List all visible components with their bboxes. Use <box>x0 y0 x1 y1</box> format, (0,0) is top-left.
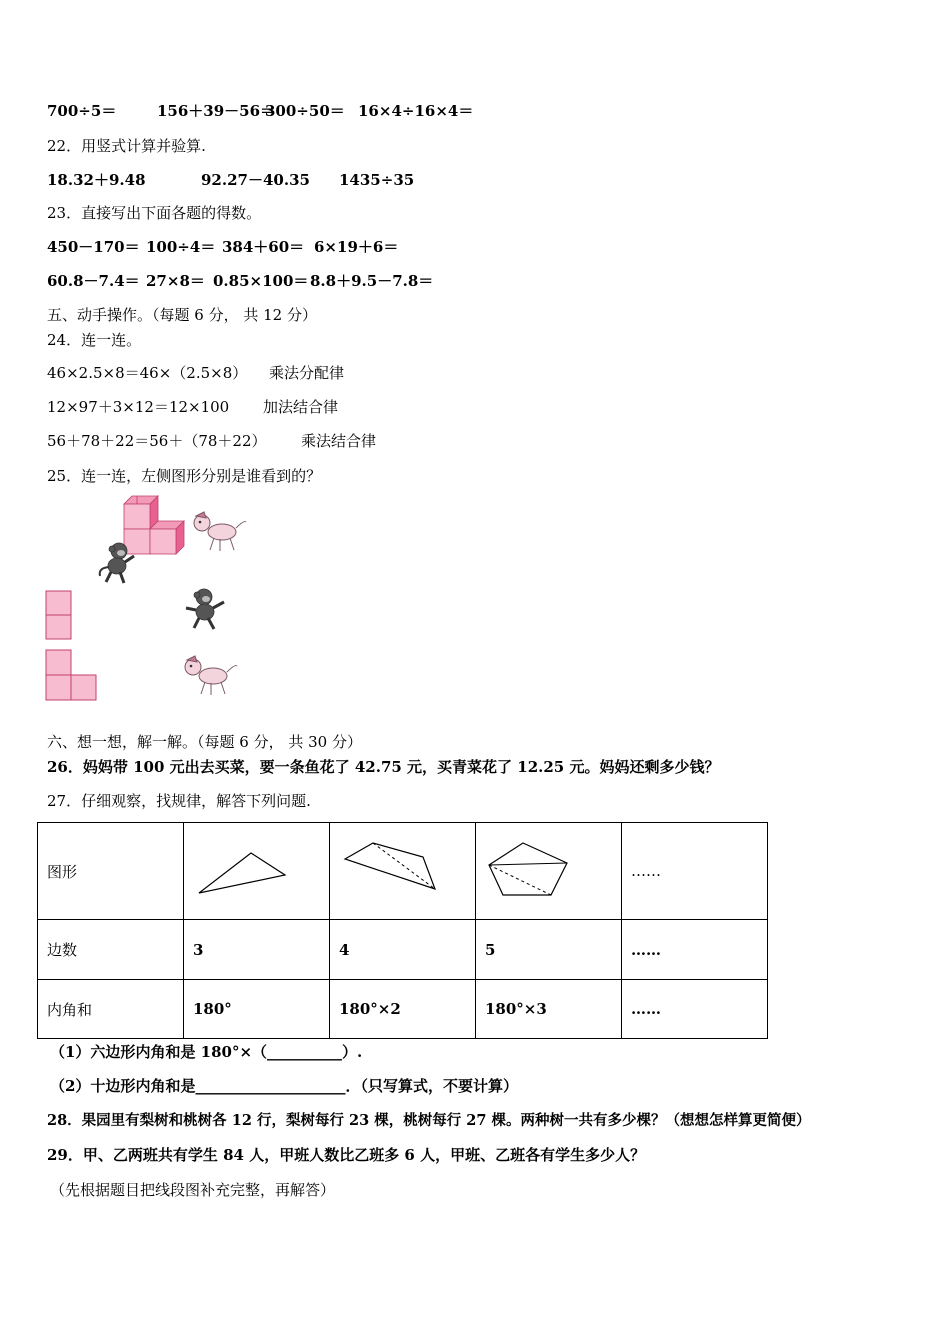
q23-item: 100÷4＝ <box>146 238 216 256</box>
q22-items <box>47 170 414 190</box>
polygon-pattern-table <box>37 822 768 1039</box>
q24-title: 24．连一连。 <box>47 331 142 349</box>
angle-sum-value: 180°×3 <box>476 980 622 1039</box>
q23-item: 450－170＝ <box>47 238 140 256</box>
q21-row <box>47 101 473 121</box>
q24-right-3: 乘法结合律 <box>301 432 377 450</box>
angle-sum-value: …… <box>622 980 768 1039</box>
dog-icon <box>181 654 239 698</box>
section-6-heading: 六、想一想，解一解。（每题 6 分， 共 30 分） <box>47 733 362 751</box>
q27-title: 27．仔细观察，找规律，解答下列问题. <box>47 792 311 810</box>
q29-note: （先根据题目把线段图补充完整，再解答） <box>50 1181 336 1199</box>
shape-quadrilateral-cell <box>330 823 476 920</box>
q27-sub1: （1）六边形内角和是 180°×（__________）. <box>50 1043 363 1061</box>
q29-text: 29．甲、乙两班共有学生 84 人，甲班人数比乙班多 6 人，甲班、乙班各有学生多少人？ <box>47 1146 646 1164</box>
q24-left-1: 46×2.5×8＝46×（2.5×8） <box>47 364 248 382</box>
q22-title: 22．用竖式计算并验算. <box>47 137 206 155</box>
q25-title: 25．连一连，左侧图形分别是谁看到的？ <box>47 467 322 485</box>
q24-left-3: 56＋78＋22＝56＋（78＋22） <box>47 432 267 450</box>
q23-item: 0.85×100＝ <box>213 272 309 290</box>
q23-row2 <box>47 271 433 291</box>
angle-sum-value: 180° <box>184 980 330 1039</box>
view-shape-l <box>45 649 99 702</box>
q23-item: 6×19＋6＝ <box>314 238 399 256</box>
row-label-angle-sum: 内角和 <box>38 980 184 1039</box>
angle-sum-value: 180°×2 <box>330 980 476 1039</box>
view-shape-vertical <box>45 590 73 642</box>
quadrilateral-shape <box>339 839 439 899</box>
sides-value: …… <box>622 920 768 980</box>
q23-item: 60.8－7.4＝ <box>47 272 140 290</box>
q21-item: 300÷50＝ <box>265 102 345 120</box>
sides-value: 5 <box>476 920 622 980</box>
q21-item: 156＋39－56＝ <box>157 102 276 120</box>
q21-item: 16×4÷16×4＝ <box>358 102 474 120</box>
dog-icon <box>190 510 248 554</box>
monkey-icon <box>92 540 138 586</box>
shape-pentagon-cell <box>476 823 622 920</box>
monkey-icon <box>182 586 228 632</box>
q21-item: 700÷5＝ <box>47 102 117 120</box>
shape-ellipsis: …… <box>622 823 768 920</box>
sides-value: 3 <box>184 920 330 980</box>
q23-title: 23．直接写出下面各题的得数。 <box>47 204 262 222</box>
q23-item: 27×8＝ <box>146 272 205 290</box>
q24-right-1: 乘法分配律 <box>269 364 345 382</box>
q27-sub2: （2）十边形内角和是____________________．（只写算式，不要计算） <box>50 1077 518 1095</box>
triangle-shape <box>193 839 293 899</box>
q26-text: 26．妈妈带 100 元出去买菜，要一条鱼花了 42.75 元，买青菜花了 12.25 元。妈妈还剩多少钱？ <box>47 758 720 776</box>
q28-text: 28．果园里有梨树和桃树各 12 行，梨树每行 23 棵，桃树每行 27 棵。两种树一共有多少棵？（想想怎样算更简便） <box>47 1112 811 1129</box>
row-label-shape: 图形 <box>38 823 184 920</box>
q23-row1 <box>47 237 398 257</box>
sides-value: 4 <box>330 920 476 980</box>
row-label-sides: 边数 <box>38 920 184 980</box>
q24-left-2: 12×97＋3×12＝12×100 <box>47 398 230 416</box>
q24-right-2: 加法结合律 <box>263 398 339 416</box>
q23-item: 384＋60＝ <box>222 238 305 256</box>
q22-item: 92.27－40.35 <box>201 171 310 189</box>
q22-item: 1435÷35 <box>339 171 415 189</box>
shape-triangle-cell <box>184 823 330 920</box>
section-5-heading: 五、动手操作。（每题 6 分， 共 12 分） <box>47 306 317 324</box>
q23-item: 8.8＋9.5－7.8＝ <box>310 272 434 290</box>
q22-item: 18.32＋9.48 <box>47 171 146 189</box>
pentagon-shape <box>485 839 585 899</box>
